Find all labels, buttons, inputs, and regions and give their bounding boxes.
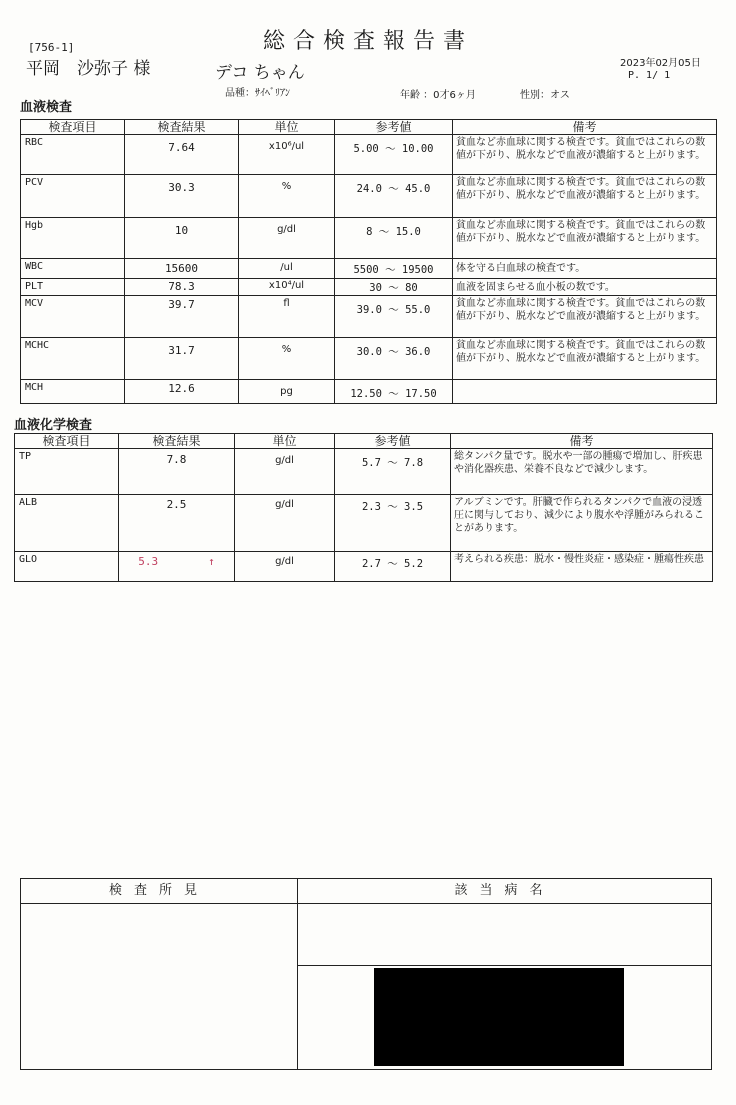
chem-header-row [15, 434, 713, 449]
table-row [15, 495, 713, 552]
sex: 性別：オス [520, 90, 570, 101]
reference-range: 24.0 ～ 45.0 [335, 175, 453, 218]
cbc-header-row [21, 120, 717, 135]
item-name: MCH [21, 380, 125, 404]
col-reference: 参考値 [335, 120, 453, 135]
redaction-block [374, 968, 624, 1066]
chem-section-title: 血液化学検査 [14, 418, 93, 433]
result-value: 7.8 [119, 449, 235, 495]
note: 総タンパク量です。脱水や一部の腫瘍で増加し、肝疾患や消化器疾患、栄養不良などで減少します。 [451, 449, 713, 495]
reference-range: 30 ～ 80 [335, 279, 453, 296]
unit: x10⁶/ul [239, 135, 335, 175]
reference-range: 39.0 ～ 55.0 [335, 296, 453, 338]
col-result: 検査結果 [119, 434, 235, 449]
breed: 品種：ｻｲﾍﾞﾘｱﾝ [225, 88, 290, 99]
result-value: 10 [125, 218, 239, 259]
col-item: 検査項目 [21, 120, 125, 135]
table-row [15, 449, 713, 495]
unit: g/dl [235, 495, 335, 552]
result-value: 15600 [125, 259, 239, 279]
pet-name: デコ ちゃん [215, 63, 305, 83]
col-unit: 単位 [235, 434, 335, 449]
reference-range: 5.00 ～ 10.00 [335, 135, 453, 175]
table-row [21, 259, 717, 279]
reference-range: 30.0 ～ 36.0 [335, 338, 453, 380]
col-result: 検査結果 [125, 120, 239, 135]
findings-heading: 検査所見 [21, 879, 297, 904]
note: 考えられる疾患：脱水・慢性炎症・感染症・腫瘍性疾患 [451, 552, 713, 582]
table-row [21, 218, 717, 259]
footer-divider [297, 879, 298, 1069]
age: 年齢 ：0才6ヶ月 [400, 90, 476, 101]
patient-code: [756-1] [28, 41, 75, 54]
unit: /ul [239, 259, 335, 279]
item-name: MCV [21, 296, 125, 338]
reference-range: 2.3 ～ 3.5 [335, 495, 451, 552]
client-name: 平岡 沙弥子 様 [26, 59, 151, 79]
diagnosis-heading: 該当病名 [298, 879, 711, 904]
table-row [15, 552, 713, 582]
result-value: 7.64 [125, 135, 239, 175]
result-value: 2.5 [119, 495, 235, 552]
page-number: P. 1/ 1 [628, 70, 671, 81]
result-value: 30.3 [125, 175, 239, 218]
cbc-table [20, 119, 717, 404]
reference-range: 2.7 ～ 5.2 [335, 552, 451, 582]
chem-table [14, 433, 713, 582]
col-unit: 単位 [239, 120, 335, 135]
result-value: 31.7 [125, 338, 239, 380]
note: 貧血など赤血球に関する検査です。貧血ではこれらの数値が下がり、脱水などで血液が濃縮すると上がります。 [453, 218, 717, 259]
note: アルブミンです。肝臓で作られるタンパクで血液の浸透圧に関与しており、減少により腹水や浮腫がみられることがあります。 [451, 495, 713, 552]
table-row [21, 380, 717, 404]
item-name: PLT [21, 279, 125, 296]
table-row [21, 175, 717, 218]
result-value-high [119, 552, 235, 582]
item-name: GLO [15, 552, 119, 582]
item-name: PCV [21, 175, 125, 218]
unit: fl [239, 296, 335, 338]
note: 貧血など赤血球に関する検査です。貧血ではこれらの数値が下がり、脱水などで血液が濃縮すると上がります。 [453, 175, 717, 218]
table-row [21, 338, 717, 380]
note [453, 380, 717, 404]
item-name: RBC [21, 135, 125, 175]
result-value: 78.3 [125, 279, 239, 296]
table-row [21, 279, 717, 296]
unit: % [239, 175, 335, 218]
report-date: 2023年02月05日 [620, 58, 701, 69]
item-name: ALB [15, 495, 119, 552]
note: 貧血など赤血球に関する検査です。貧血ではこれらの数値が下がり、脱水などで血液が濃縮すると上がります。 [453, 135, 717, 175]
note: 体を守る白血球の検査です。 [453, 259, 717, 279]
table-row [21, 135, 717, 175]
result-value: 12.6 [125, 380, 239, 404]
item-name: TP [15, 449, 119, 495]
col-note: 備考 [453, 120, 717, 135]
unit: g/dl [235, 552, 335, 582]
reference-range: 5.7 ～ 7.8 [335, 449, 451, 495]
unit: % [239, 338, 335, 380]
note: 血液を固まらせる血小板の数です。 [453, 279, 717, 296]
note: 貧血など赤血球に関する検査です。貧血ではこれらの数値が下がり、脱水などで血液が濃縮すると上がります。 [453, 338, 717, 380]
col-item: 検査項目 [15, 434, 119, 449]
cbc-section-title: 血液検査 [20, 100, 73, 115]
item-name: MCHC [21, 338, 125, 380]
reference-range: 8 ～ 15.0 [335, 218, 453, 259]
table-row [21, 296, 717, 338]
reference-range: 5500 ～ 19500 [335, 259, 453, 279]
high-flag-arrow-icon: ↑ [208, 555, 215, 568]
unit: x10⁴/ul [239, 279, 335, 296]
document-title: 総合検査報告書 [262, 29, 473, 54]
item-name: Hgb [21, 218, 125, 259]
result-value: 5.3 [138, 555, 159, 568]
unit: pg [239, 380, 335, 404]
item-name: WBC [21, 259, 125, 279]
result-value: 39.7 [125, 296, 239, 338]
unit: g/dl [235, 449, 335, 495]
diagnosis-divider [298, 965, 711, 966]
note: 貧血など赤血球に関する検査です。貧血ではこれらの数値が下がり、脱水などで血液が濃縮すると上がります。 [453, 296, 717, 338]
col-reference: 参考値 [335, 434, 451, 449]
col-note: 備考 [451, 434, 713, 449]
reference-range: 12.50 ～ 17.50 [335, 380, 453, 404]
unit: g/dl [239, 218, 335, 259]
